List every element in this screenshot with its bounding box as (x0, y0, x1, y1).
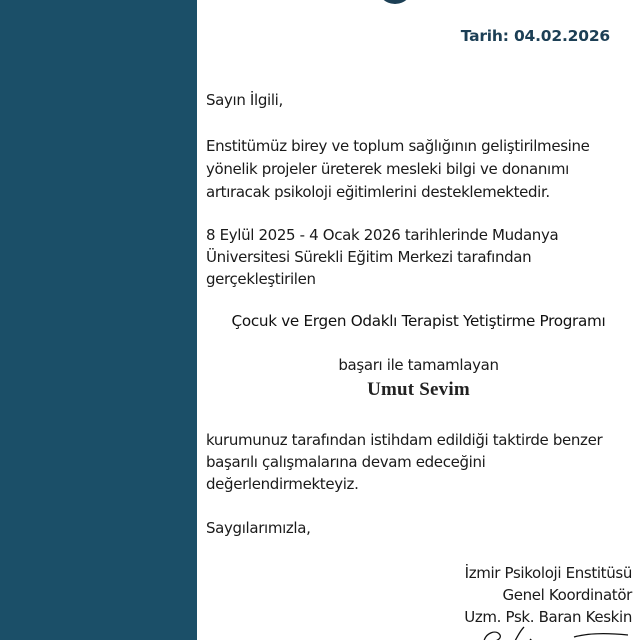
closing: Saygılarımızla, (206, 519, 311, 537)
paragraph-line: Üniversitesi Sürekli Eğitim Merkezi tarafından (206, 248, 532, 266)
paragraph-line: başarılı çalışmalarına devam edeceğini (206, 453, 486, 471)
paragraph-line: gerçekleştirilen (206, 270, 316, 288)
logo-icon (377, 0, 413, 4)
signatory-institution: İzmir Psikoloji Enstitüsü (464, 564, 632, 582)
completion-text: başarı ile tamamlayan (338, 356, 499, 374)
recipient-name: Umut Sevim (367, 379, 470, 400)
paragraph-line: 8 Eylül 2025 - 4 Ocak 2026 tarihlerinde Mudanya (206, 226, 559, 244)
document-date: Tarih: 04.02.2026 (460, 27, 610, 45)
signatory-name: Uzm. Psk. Baran Keskin (464, 608, 632, 626)
handwritten-signature-icon (478, 625, 638, 640)
side-panel-decoration (0, 0, 197, 640)
paragraph-line: kurumunuz tarafından istihdam edildiği taktirde benzer (206, 431, 603, 449)
salutation: Sayın İlgili, (206, 91, 283, 109)
program-title: Çocuk ve Ergen Odaklı Terapist Yetiştirme Programı (231, 312, 606, 330)
paragraph-line: yönelik projeler üreterek mesleki bilgi ve donanımı (206, 160, 569, 178)
paragraph-line: değerlendirmekteyiz. (206, 475, 359, 493)
signatory-title: Genel Koordinatör (502, 586, 632, 604)
paragraph-line: Enstitümüz birey ve toplum sağlığının geliştirilmesine (206, 137, 590, 155)
paragraph-line: artıracak psikoloji eğitimlerini desteklemektedir. (206, 183, 550, 201)
